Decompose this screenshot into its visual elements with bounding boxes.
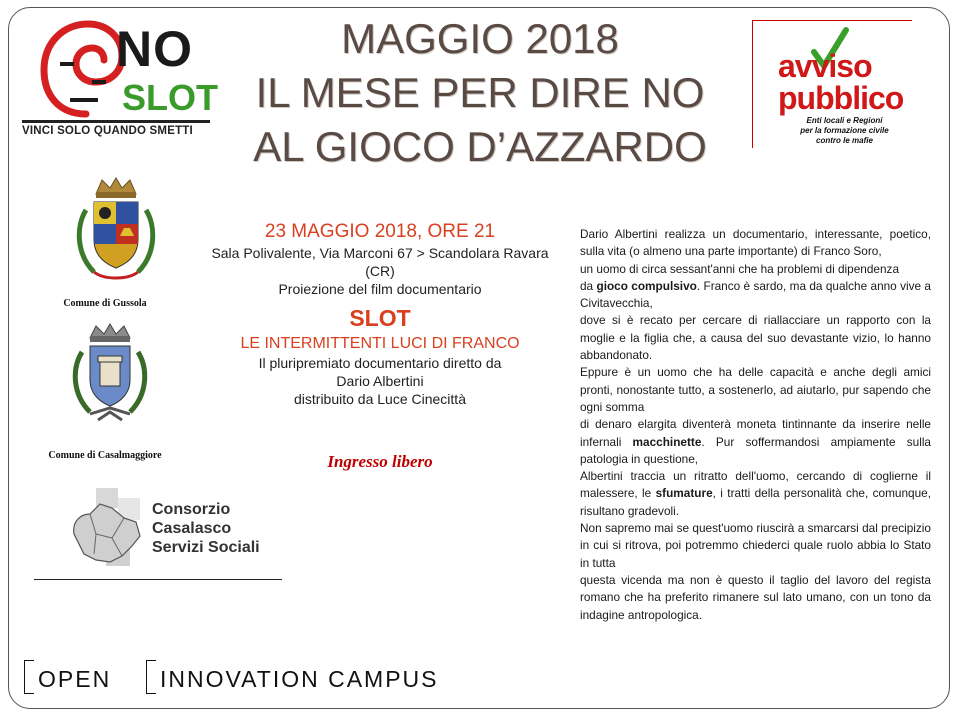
gussola-caption: Comune di Gussola xyxy=(63,298,147,309)
description-paragraph: Eppure è un uomo che ha delle capacità e anche degli amici pronti, nonostante tutto, a sostenerlo, ad aiutarlo, pur sapendo che ogni somma xyxy=(580,365,931,414)
consorzio-text xyxy=(152,500,260,557)
avviso-border-top xyxy=(752,20,912,21)
description-paragraph: dove si è recato per cercare di riallacciare un rapporto con la moglie e la figlia che, a causa del suo devastante vizio, lo hanno abbandonato. xyxy=(580,313,931,363)
coat-of-arms-icon xyxy=(68,176,164,296)
avviso-border-left xyxy=(752,20,753,148)
noslot-rule xyxy=(22,120,210,123)
event-distributor: distribuito da Luce Cinecittà xyxy=(294,391,466,407)
text-run: Albertini traccia un ritratto dell'uomo, cercando di coglierne il malessere, le xyxy=(580,469,931,501)
noslot-word-no: NO xyxy=(116,21,193,77)
event-award: Il pluripremiato documentario diretto da xyxy=(258,355,502,371)
bracket-icon xyxy=(146,660,156,694)
coat-of-arms-icon xyxy=(68,322,152,430)
event-poster xyxy=(210,220,550,408)
film-title: SLOT xyxy=(349,305,411,331)
separator-line xyxy=(34,579,282,580)
event-director: Dario Albertini xyxy=(336,373,424,389)
avviso-subtitle xyxy=(782,116,907,146)
noslot-word-slot: SLOT xyxy=(122,77,218,118)
film-description xyxy=(580,226,931,624)
description-paragraph: Non sapremo mai se quest'uomo riuscirà a smarcarsi dal precipizio in cui si ritrova, poi potremmo chiederci quale ruolo abbia lo Stato in tutta xyxy=(580,521,931,570)
free-entry-label: Ingresso libero xyxy=(327,452,433,471)
text-run: , i tratti della personalità che, comunque, risultano gradevoli. xyxy=(580,486,931,518)
event-date: 23 MAGGIO 2018, ORE 21 xyxy=(264,221,496,242)
text-run: . Pur soffermandosi ampiamente sulla patologia in questione, xyxy=(580,434,931,466)
bold-term: sfumature xyxy=(655,486,713,501)
consorzio-line: Consorzio xyxy=(152,501,231,518)
event-projection: Proiezione del film documentario xyxy=(278,281,482,297)
description-paragraph xyxy=(580,468,931,520)
map-icon xyxy=(66,484,150,576)
event-venue: Sala Polivalente, Via Marconi 67 > Scandolara Ravara (CR) xyxy=(211,245,549,279)
footer-word-innovation-campus: INNOVATION CAMPUS xyxy=(160,666,439,692)
footer-word-open: OPEN xyxy=(38,666,112,692)
title-line-2: IL MESE PER DIRE NO xyxy=(255,69,705,116)
text-run: di denaro elargita diventerà moneta tintinnante da inserire nelle infernali xyxy=(580,417,931,449)
gussola-coat-of-arms xyxy=(68,176,164,296)
avviso-word-1: avviso xyxy=(778,48,872,84)
description-paragraph xyxy=(580,278,931,313)
casalmaggiore-caption: Comune di Casalmaggiore xyxy=(48,450,162,461)
film-subtitle: LE INTERMITTENTI LUCI DI FRANCO xyxy=(240,335,520,352)
consorzio-line: Casalasco xyxy=(152,520,232,537)
description-paragraph: un uomo di circa sessant'anni che ha problemi di dipendenza xyxy=(580,261,899,276)
avviso-subtitle-line: per la formazione civile xyxy=(800,126,889,135)
description-paragraph: questa vicenda ma non è questo il taglio del lavoro del regista romano che ha preferito rimanere sul lato umano, con un tono da indagine antropologica. xyxy=(580,572,931,622)
title-line-1: MAGGIO 2018 xyxy=(341,15,619,62)
noslot-tagline: VINCI SOLO QUANDO SMETTI xyxy=(22,125,193,137)
avviso-word-2: pubblico xyxy=(778,80,904,116)
avviso-pubblico-logo xyxy=(752,20,912,148)
noslot-logo xyxy=(22,16,218,142)
description-paragraph: Dario Albertini realizza un documentario, interessante, poetico, sulla vita (o almeno una parte importante) di Franco Soro, xyxy=(580,227,931,259)
bracket-icon xyxy=(24,660,34,694)
casalmaggiore-coat-of-arms xyxy=(68,322,152,430)
bold-term: gioco compulsivo xyxy=(596,278,697,293)
bold-term: macchinette xyxy=(632,434,702,449)
text-run: da xyxy=(580,278,597,293)
title-line-3: AL GIOCO D’AZZARDO xyxy=(253,123,707,170)
avviso-subtitle-line: contro le mafie xyxy=(816,136,873,145)
description-paragraph xyxy=(580,416,931,468)
page-title xyxy=(230,12,730,174)
avviso-subtitle-line: Enti locali e Regioni xyxy=(806,116,883,125)
consorzio-line: Servizi Sociali xyxy=(152,539,260,556)
text-run: . Franco è sardo, ma da qualche anno vive a Civitavecchia, xyxy=(580,278,931,311)
consorzio-logo xyxy=(66,484,286,576)
